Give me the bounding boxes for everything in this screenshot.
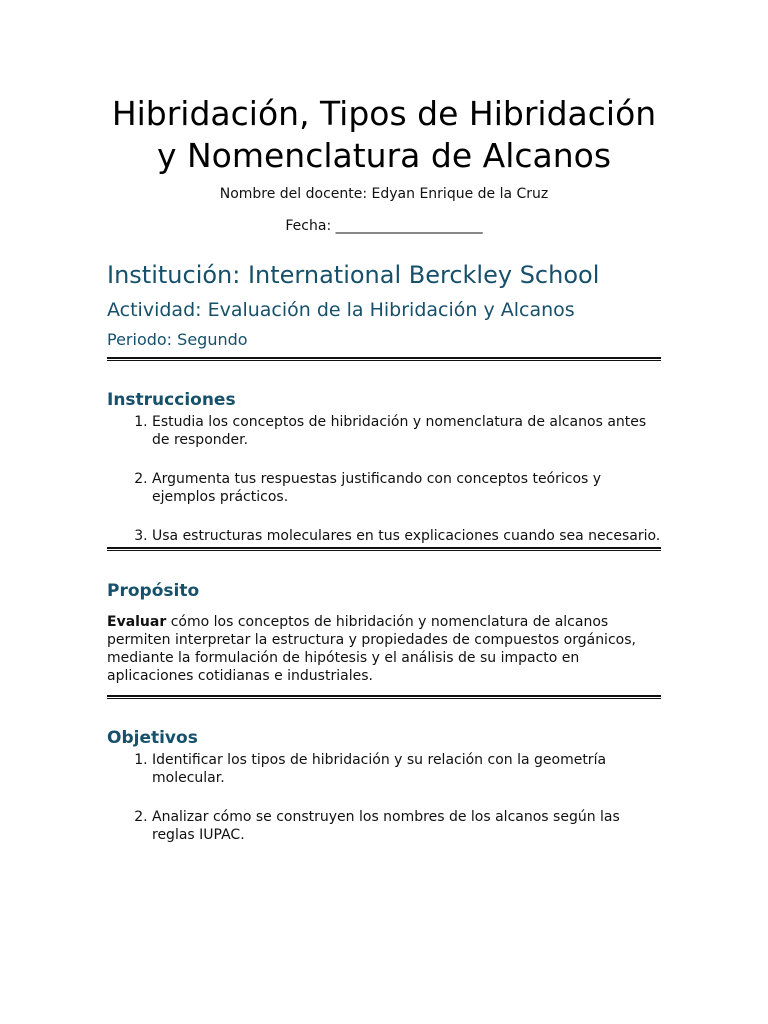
section-divider — [107, 547, 661, 551]
purpose-heading: Propósito — [107, 581, 200, 601]
objectives-list — [107, 751, 661, 844]
objective-item: 1. Identificar los tipos de hibridación y su relación con la geometría molecular. — [152, 751, 661, 787]
date-field: Fecha: _____________________ — [285, 218, 483, 234]
teacher-name: Nombre del docente: Edyan Enrique de la Cruz — [219, 186, 549, 202]
activity-heading: Actividad: Evaluación de la Hibridación y Alcanos — [107, 299, 575, 321]
instruction-item: 2. Argumenta tus respuestas justificando con conceptos teóricos y ejemplos prácticos. — [152, 470, 661, 506]
document-page — [107, 0, 661, 844]
purpose-lead-word: Evaluar — [107, 614, 167, 630]
section-divider — [107, 357, 661, 361]
period-heading: Periodo: Segundo — [107, 330, 248, 349]
objective-item: 2. Analizar cómo se construyen los nombres de los alcanos según las reglas IUPAC. — [152, 808, 661, 844]
instruction-item: 3. Usa estructuras moleculares en tus explicaciones cuando sea necesario. — [152, 527, 661, 545]
instructions-list — [107, 413, 661, 545]
instructions-heading: Instrucciones — [107, 390, 236, 410]
objectives-heading: Objetivos — [107, 728, 198, 748]
purpose-paragraph — [107, 613, 661, 685]
section-divider — [107, 695, 661, 699]
purpose-text: cómo los conceptos de hibridación y nomenclatura de alcanos permiten interpretar la estructura y propiedades de compuestos orgánicos, mediante la formulación de hipótesis y el análisis de su impacto en aplicaciones cotidianas e industriales. — [107, 614, 636, 684]
instruction-item: 1. Estudia los conceptos de hibridación y nomenclatura de alcanos antes de responder. — [152, 413, 661, 449]
document-title: Hibridación, Tipos de Hibridación y Nomenclatura de Alcanos — [111, 94, 657, 175]
institution-heading: Institución: International Berckley School — [107, 261, 600, 289]
